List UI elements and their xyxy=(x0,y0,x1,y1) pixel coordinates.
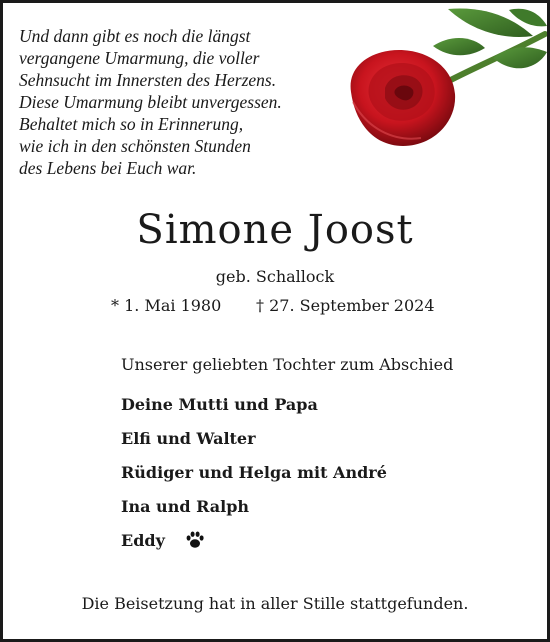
mourner-name: Elfi und Walter xyxy=(121,428,256,448)
paw-print-icon xyxy=(185,530,205,550)
mourner-name: Ina und Ralph xyxy=(121,496,250,516)
poem-line: wie ich in den schönsten Stunden xyxy=(19,136,251,156)
poem-line: Und dann gibt es noch die längst xyxy=(19,26,251,46)
deceased-name: Simone Joost xyxy=(136,207,414,253)
mourner-item xyxy=(121,387,387,421)
mourner-name: Rüdiger und Helga mit André xyxy=(121,462,387,482)
mourner-name: Deine Mutti und Papa xyxy=(121,394,318,414)
mourner-item xyxy=(121,455,387,489)
farewell-line: Unserer geliebten Tochter zum Abschied xyxy=(121,355,454,374)
red-rose-icon xyxy=(333,6,547,156)
mourner-item xyxy=(121,489,387,523)
mourner-item xyxy=(121,523,387,557)
closing-line: Die Beisetzung hat in aller Stille stattgefunden. xyxy=(81,594,469,613)
poem-line: Diese Umarmung bleibt unvergessen. xyxy=(19,92,282,112)
mourner-name: Eddy xyxy=(121,530,165,550)
death-date: † 27. September 2024 xyxy=(256,296,435,315)
birth-date: * 1. Mai 1980 xyxy=(111,296,222,315)
poem-line: Behaltet mich so in Erinnerung, xyxy=(19,114,244,134)
memorial-poem xyxy=(19,25,359,179)
mourner-list xyxy=(121,387,387,557)
maiden-name: geb. Schallock xyxy=(215,267,335,286)
poem-line: Sehnsucht im Innersten des Herzens. xyxy=(19,70,277,90)
poem-line: vergangene Umarmung, die voller xyxy=(19,48,260,68)
poem-line: des Lebens bei Euch war. xyxy=(19,158,197,178)
mourner-item xyxy=(121,421,387,455)
